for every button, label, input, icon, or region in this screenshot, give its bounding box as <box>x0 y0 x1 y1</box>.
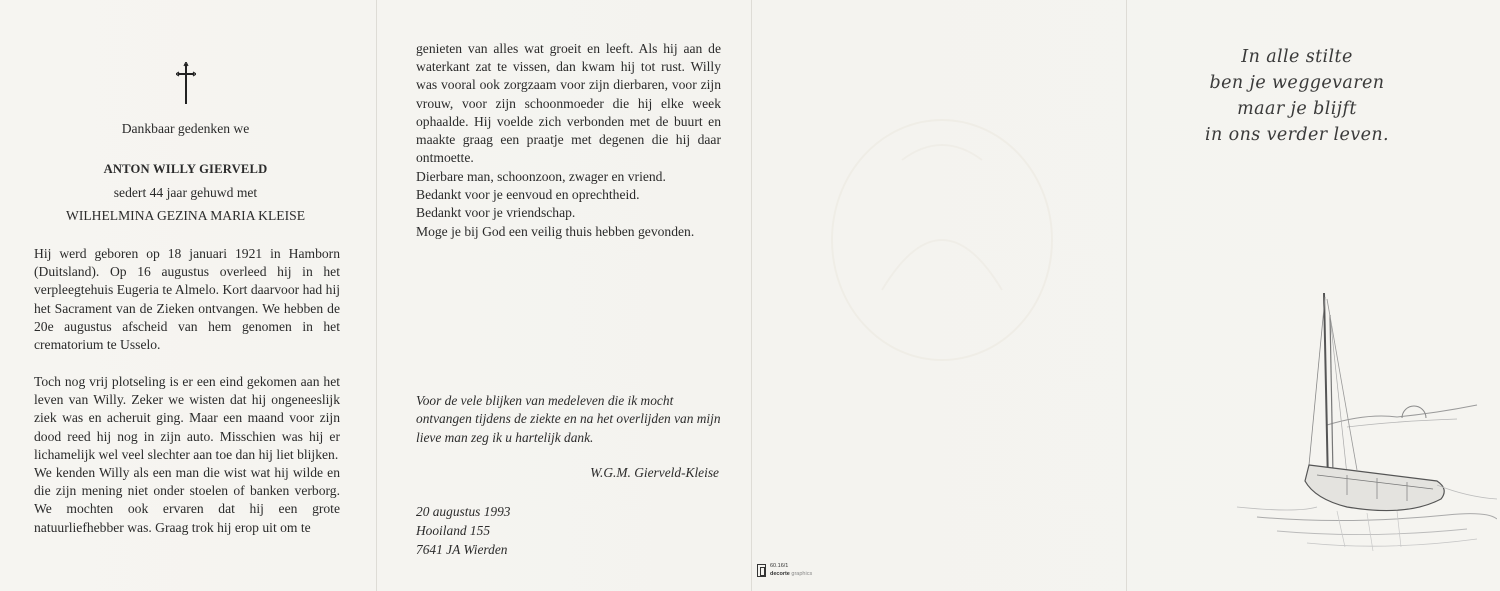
embossed-watermark <box>792 70 1092 370</box>
printer-brand <box>770 571 812 577</box>
address-block <box>416 502 719 559</box>
remembrance-paragraph: Toch nog vrij plotseling is er een eind gekomen aan het leven van Willy. Zeker we wisten dat hij ongeneeslijk ziek was en acheruit ging. Maar een maand voor zijn dood reed hij nog in zijn auto. Misschien was hij er lichamelijk wel veel slechter aan toe dan hij liet blijken. <box>34 374 340 462</box>
panel-left <box>0 0 376 591</box>
remembrance-text <box>34 373 340 537</box>
address-city: 7641 JA Wierden <box>416 542 508 557</box>
poem-line: ben je weggevaren <box>1209 73 1385 93</box>
poem-line: in ons verder leven. <box>1205 125 1389 145</box>
sailboat-illustration <box>1197 285 1497 565</box>
cross-icon <box>176 62 196 106</box>
printer-logo-icon <box>757 564 766 577</box>
poem <box>1167 44 1427 148</box>
closing-line: Dierbare man, schoonzoon, zwager en vriend. <box>416 169 666 184</box>
spouse-name: WILHELMINA GEZINA MARIA KLEISE <box>66 208 305 223</box>
biography-paragraph: Hij werd geboren op 18 januari 1921 in Hamborn (Duitsland). Op 16 augustus overleed hij in het verpleegtehuis Eugeria te Almelo. Kort daarvoor had hij het Sacrament van de Zieken ontvangen. We hebben de 20e augustus afscheid van hem genomen in het crematorium te Usselo. <box>34 246 340 353</box>
printer-mark <box>757 562 847 582</box>
signature: W.G.M. Gierveld-Kleise <box>590 465 719 480</box>
printer-brand-name: decorte <box>770 571 790 577</box>
printer-code: 60.16/1 <box>770 563 789 569</box>
deceased-name: ANTON WILLY GIERVELD <box>103 162 268 176</box>
closing-line: Moge je bij God een veilig thuis hebben gevonden. <box>416 223 695 239</box>
poem-line: maar je blijft <box>1237 99 1357 119</box>
closing-line: Bedankt voor je eenvoud en oprechtheid. <box>416 187 640 203</box>
intro-line: Dankbaar gedenken we <box>121 121 250 136</box>
poem-line: In alle stilte <box>1241 47 1353 67</box>
panel-blank <box>752 0 1126 591</box>
closing-lines <box>416 168 721 241</box>
married-line: sedert 44 jaar gehuwd met <box>113 185 258 200</box>
closing-line: Bedankt voor je vriendschap. <box>416 205 576 221</box>
address-date: 20 augustus 1993 <box>416 504 511 519</box>
name-block <box>34 158 337 227</box>
panel-right <box>1127 0 1500 591</box>
printer-brand-suffix: graphics <box>791 571 813 577</box>
thanks-message: Voor de vele blijken van medeleven die ik mocht ontvangen tijdens de ziekte en na het overlijden van mijn lieve man zeg ik u hartelijk dank. <box>416 393 721 445</box>
address-street: Hooiland 155 <box>416 523 491 538</box>
panel-middle <box>377 0 751 591</box>
remembrance-paragraph: genieten van alles wat groeit en leeft. Als hij aan de waterkant zat te vissen, dan kwam hij tot rust. Willy was vooral ook zorgzaam voor zijn dierbaren, voor zijn vrouw, voor zijn schoonmoeder die hij elke week ophaalde. Hij voelde zich verbonden met de buurt en maakte graag een praatje met degenen die hij daar ontmoette. <box>416 41 721 166</box>
remembrance-paragraph: We kenden Willy als een man die wist wat hij wilde en die zijn mening niet onder stoelen of banken verborg. We mochten ook ervaren dat hij een grote natuurliefhebber was. Graag trok hij erop uit om te <box>34 465 340 535</box>
